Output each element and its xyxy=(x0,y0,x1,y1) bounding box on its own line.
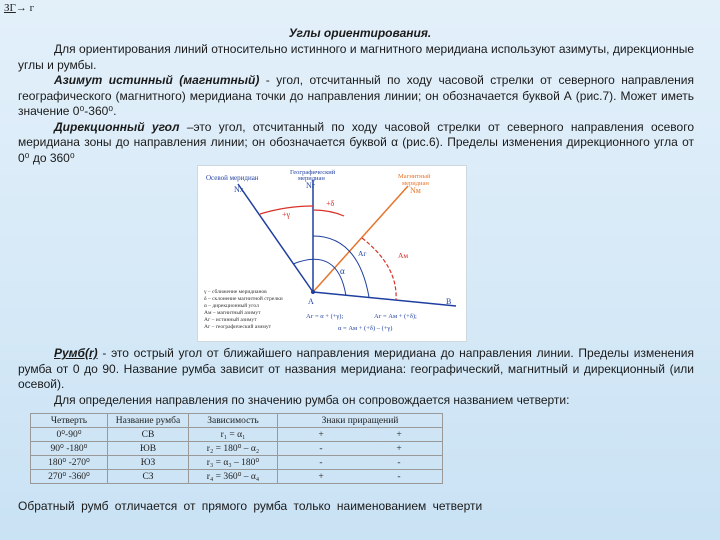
formula-1: Aг = α + (+γ); xyxy=(306,313,344,320)
paragraph-rumb xyxy=(18,346,694,408)
cell-dependency: r₄ = 360⁰ – α₄ xyxy=(189,470,278,484)
rumb-table xyxy=(30,413,443,484)
sign-dy: - xyxy=(397,457,401,468)
azimuth-term: Азимут истинный (магнитный) xyxy=(54,73,260,87)
cell-quarter: 180⁰ -270⁰ xyxy=(31,456,108,470)
cell-rumb-name: ЮЗ xyxy=(108,456,189,470)
rumb-text: - это острый угол от ближайшего направления меридиана до направления линии. Пределы изменения румба от 0 до 90. Название румба зависит от названия меридиана: географический, магнитный и дирекционный (или осевой). xyxy=(18,346,694,391)
direction-definition xyxy=(18,120,694,167)
rumb-definition xyxy=(18,346,694,393)
table-header-row xyxy=(31,414,443,428)
header-signs: Знаки приращений xyxy=(278,414,443,428)
nr-label: Nг xyxy=(306,181,316,190)
point-b-label: B xyxy=(446,297,452,306)
a-mag-label: Aм xyxy=(398,251,409,260)
cell-signs xyxy=(278,442,443,456)
nx-label: Nx xyxy=(234,185,244,194)
header-rumb-name: Название румба xyxy=(108,414,189,428)
cell-rumb-name: СЗ xyxy=(108,470,189,484)
table-row xyxy=(31,470,443,484)
delta-label: +δ xyxy=(326,199,335,208)
cell-quarter: 270⁰ -360⁰ xyxy=(31,470,108,484)
formula-2: Aг = Aм + (+δ); xyxy=(374,313,417,320)
sign-dy: + xyxy=(396,429,402,440)
page-title: Углы ориентирования. xyxy=(288,26,432,40)
cell-rumb-name: ЮВ xyxy=(108,442,189,456)
geo-meridian-label-2: меридиан xyxy=(298,175,325,182)
legend-item: δ – склонение магнитной стрелки xyxy=(204,296,283,302)
header-dependency: Зависимость xyxy=(189,414,278,428)
cell-dependency: r₁ = α₁ xyxy=(189,428,278,442)
header-quarter: Четверть xyxy=(31,414,108,428)
nm-label: Nм xyxy=(410,186,421,195)
legend-item: Aг – географический азимут xyxy=(204,324,271,330)
table-row xyxy=(31,428,443,442)
line-ab xyxy=(313,292,456,306)
cell-quarter: 0⁰-90⁰ xyxy=(31,428,108,442)
legend-item: α – дирекционный угол xyxy=(204,303,259,309)
axial-meridian-label: Осевой меридиан xyxy=(206,174,259,182)
reverse-rumb-note: Обратный румб отличается от прямого румба только наименованием четверти xyxy=(18,499,483,513)
sign-dx: + xyxy=(318,429,324,440)
corner-mark xyxy=(4,2,34,14)
mag-meridian-label-1: Магнитный xyxy=(398,173,431,180)
rumb-quarter-note: Для определения направления по значению румба он сопровождается названием четверти: xyxy=(54,392,570,407)
direction-term: Дирекционный угол xyxy=(54,119,180,134)
sign-dy: - xyxy=(397,471,401,482)
geo-meridian-label-1: Географический xyxy=(290,169,336,176)
figure-legend xyxy=(203,288,283,330)
legend-item: Aг – истинный азимут xyxy=(204,317,257,323)
azimuth-definition xyxy=(18,73,694,120)
sign-dy: + xyxy=(396,443,402,454)
orientation-diagram xyxy=(197,165,467,342)
cell-signs xyxy=(278,456,443,470)
cell-quarter: 90⁰ -180⁰ xyxy=(31,442,108,456)
alpha-label: α xyxy=(340,266,345,276)
paragraph-intro xyxy=(18,42,694,166)
point-a-dot xyxy=(311,290,315,294)
table-row xyxy=(31,442,443,456)
gamma-label: +γ xyxy=(282,210,291,219)
formula-3: α = Aм + (+δ) – (+γ) xyxy=(338,325,393,332)
corner-mark-a: ЗГ xyxy=(4,2,16,14)
cell-signs xyxy=(278,428,443,442)
cell-dependency: r₃ = α₃ – 180⁰ xyxy=(189,456,278,470)
arc-delta xyxy=(313,210,344,216)
sign-dx: - xyxy=(319,443,323,454)
corner-mark-b: → г xyxy=(15,2,35,14)
direction-text: –это угол, отсчитанный по ходу часовой стрелки от северного направления осевого меридиана зоны до направления линии; он обозначается буквой α (рис.6). Пределы изменения дирекционного угла от 0⁰ до 360⁰ xyxy=(18,119,694,165)
axial-meridian-line xyxy=(238,184,313,292)
intro-text: Для ориентирования линий относительно истинного и магнитного меридиана используют азимуты, дирекционные углы и румбы. xyxy=(18,42,694,72)
sign-dx: + xyxy=(318,471,324,482)
rumb-term: Румб(r) xyxy=(54,346,98,360)
cell-signs xyxy=(278,470,443,484)
cell-dependency: r₂ = 180⁰ – α₂ xyxy=(189,442,278,456)
legend-item: Aм – магнитный азимут xyxy=(204,310,261,316)
legend-item: γ – сближение меридианов xyxy=(204,289,267,295)
cell-rumb-name: СВ xyxy=(108,428,189,442)
point-a-label: A xyxy=(308,297,314,306)
a-true-label: Aг xyxy=(358,249,367,258)
table-row xyxy=(31,456,443,470)
arc-azimuth-mag xyxy=(362,238,396,300)
mag-meridian-label-2: меридиан xyxy=(402,180,429,187)
sign-dx: - xyxy=(319,457,323,468)
azimuth-text: - угол, отсчитанный по ходу часовой стрелки от северного направления географического (магнитного) меридиана точки до направления линии; он обозначается буквой А (рис.7). Может иметь значение 0⁰-360⁰. xyxy=(18,73,694,118)
